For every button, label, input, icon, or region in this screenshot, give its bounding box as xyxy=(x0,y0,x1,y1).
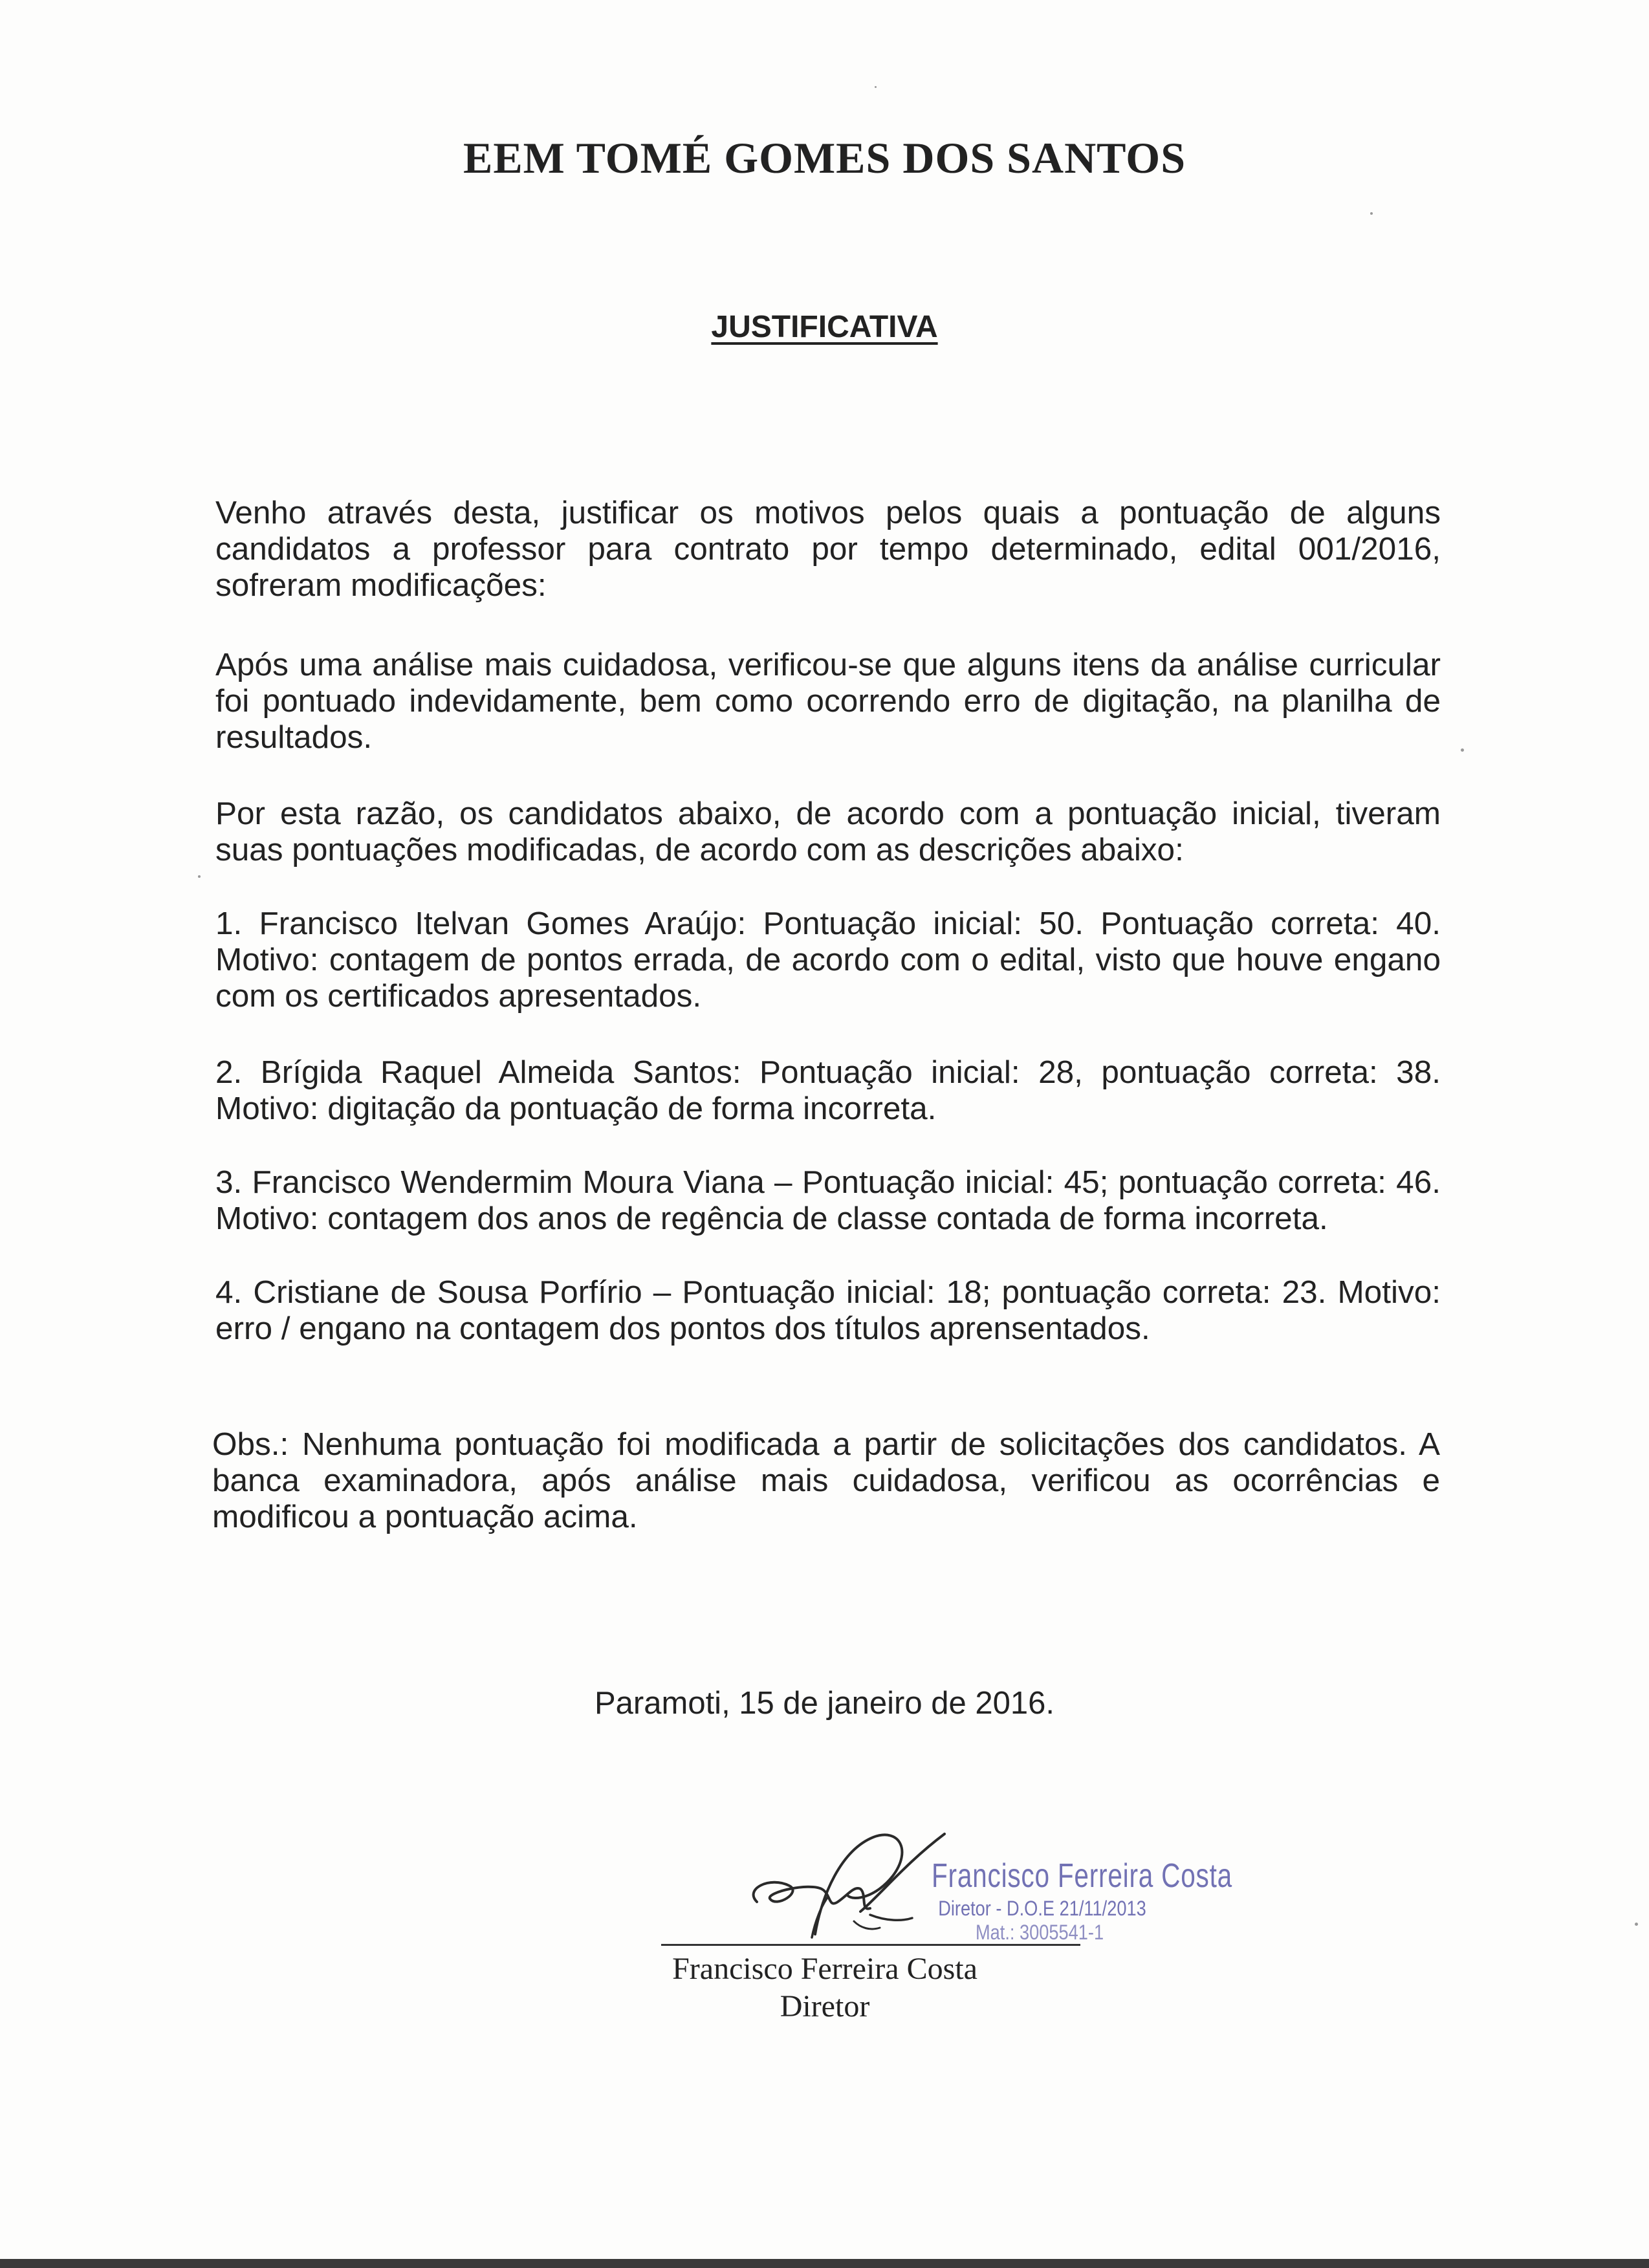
school-name: EEM TOMÉ GOMES DOS SANTOS xyxy=(463,133,1186,182)
candidate-item-3: 3. Francisco Wendermim Moura Viana – Pontuação inicial: 45; pontuação correta: 46. Motivo: contagem dos anos de regência de classe contada de forma incorreta. xyxy=(215,1164,1441,1236)
signer-role: Diretor xyxy=(780,1989,870,2023)
stamp-name: Francisco Ferreira Costa xyxy=(932,1857,1233,1895)
candidate-item-1: 1. Francisco Itelvan Gomes Araújo: Pontuação inicial: 50. Pontuação correta: 40. Motivo: contagem de pontos errada, de acordo com o edital, visto que houve engano com os certificados apresentados. xyxy=(215,906,1441,1014)
scan-border xyxy=(0,2259,1649,2268)
signer-name: Francisco Ferreira Costa xyxy=(672,1952,977,1986)
scan-speck xyxy=(1635,1923,1638,1926)
place-date: Paramoti, 15 de janeiro de 2016. xyxy=(595,1686,1054,1721)
stamp-role-date: Diretor - D.O.E 21/11/2013 xyxy=(938,1897,1146,1920)
stamp-registration: Mat.: 3005541-1 xyxy=(976,1921,1104,1944)
scan-speck xyxy=(875,86,877,88)
candidate-item-2: 2. Brígida Raquel Almeida Santos: Pontuação inicial: 28, pontuação correta: 38. Motivo: digitação da pontuação de forma incorreta. xyxy=(215,1054,1441,1126)
document-title: JUSTIFICATIVA xyxy=(711,310,938,344)
candidate-item-4: 4. Cristiane de Sousa Porfírio – Pontuação inicial: 18; pontuação correta: 23. Motivo: erro / engano na contagem dos pontos dos títulos aprensentados. xyxy=(215,1274,1441,1346)
scan-speck xyxy=(1370,212,1373,215)
paragraph-reason: Por esta razão, os candidatos abaixo, de acordo com a pontuação inicial, tiveram suas pontuações modificadas, de acordo com as descrições abaixo: xyxy=(215,796,1441,867)
official-stamp xyxy=(932,1857,1233,1945)
scan-speck xyxy=(198,875,201,878)
paragraph-analysis: Após uma análise mais cuidadosa, verificou-se que alguns itens da análise curricular foi pontuado indevidamente, bem como ocorrendo erro de digitação, na planilha de resultados. xyxy=(215,647,1441,755)
observation-note: Obs.: Nenhuma pontuação foi modificada a partir de solicitações dos candidatos. A banca examinadora, após análise mais cuidadosa, verificou as ocorrências e modificou a pontuação acima. xyxy=(212,1426,1440,1534)
paragraph-intro: Venho através desta, justificar os motivos pelos quais a pontuação de alguns candidatos a professor para contrato por tempo determinado, edital 001/2016, sofreram modificações: xyxy=(215,495,1441,603)
scan-speck xyxy=(1461,748,1464,752)
